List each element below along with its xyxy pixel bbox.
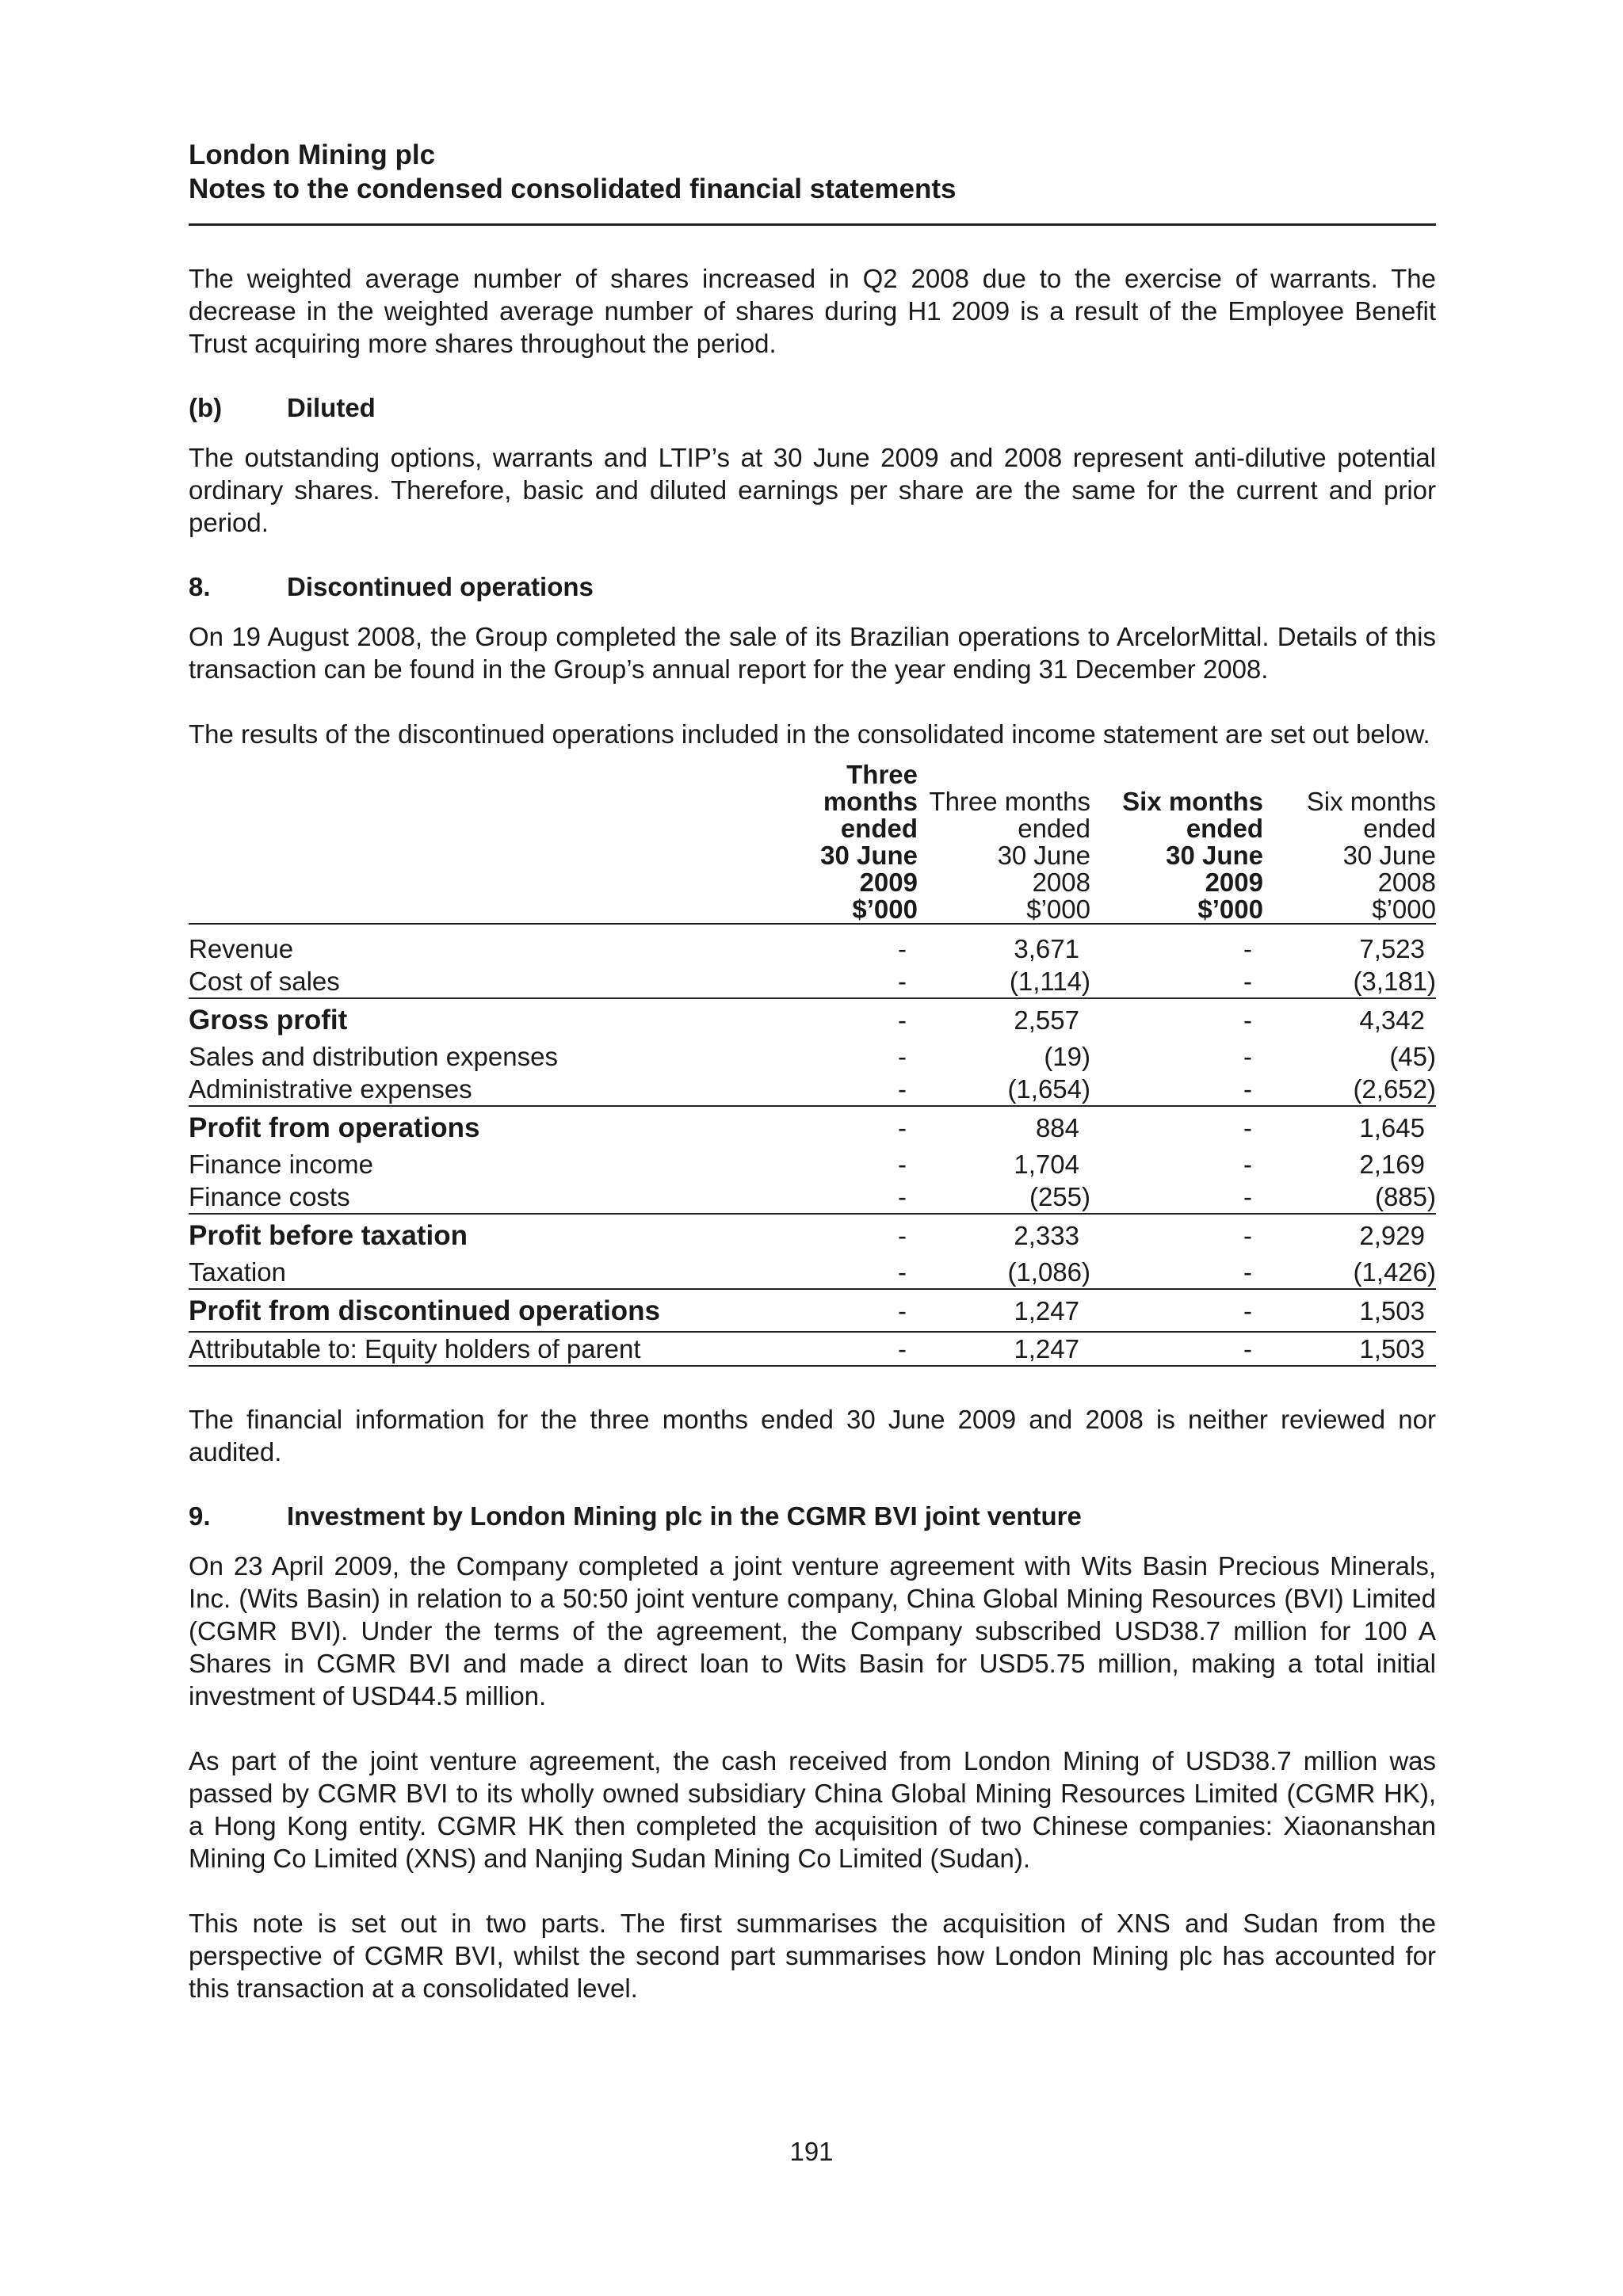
cell-value: - [1243, 1005, 1252, 1035]
cell-value: 2,333 [1014, 1220, 1079, 1250]
paragraph-note-parts: This note is set out in two parts. The first summarises the acquisition of XNS and Sudan from the perspective of CGMR BVI, whilst the second part summarises how London Mining plc has accounted for this transaction at a consolidated level. [189, 1909, 1436, 2003]
cell-value: (19) [1044, 1042, 1090, 1071]
header-rule [189, 223, 1436, 226]
page-content [189, 138, 1436, 2004]
cell-value: 7,523 [1359, 934, 1425, 963]
cell-value: - [898, 1005, 907, 1035]
cell-value: - [745, 1332, 918, 1366]
row-label: Attributable to: Equity holders of parent [189, 1332, 745, 1366]
paragraph-cash-received: As part of the joint venture agreement, the cash received from London Mining of USD38.7 million was passed by CGMR BVI to its wholly owned subsidiary China Global Mining Resources Limited (CGMR HK), a Hong Kong entity. CGMR HK then completed the acquisition of two Chinese companies: Xiaonanshan Mining Co Limited (XNS) and Nanjing Sudan Mining Co Limited (Sudan). [189, 1746, 1436, 1873]
column-header-line: $’000 [1372, 894, 1436, 924]
table-row [189, 1289, 1436, 1332]
cell-value: - [898, 1150, 907, 1179]
column-header [745, 761, 918, 924]
cell-value: 1,503 [1263, 1289, 1436, 1332]
row-label: Gross profit [189, 1004, 348, 1035]
cell-value: - [898, 1112, 907, 1142]
cell-value: 1,503 [1263, 1332, 1436, 1366]
section-number: (b) [189, 393, 223, 422]
cell-value: - [1090, 1256, 1263, 1289]
section-title: Discontinued operations [287, 572, 594, 601]
cell-value: - [898, 1220, 907, 1250]
cell-value: - [1090, 1180, 1263, 1214]
cell-value: 1,247 [918, 1332, 1090, 1366]
cell-value: 4,342 [1359, 1005, 1425, 1035]
table-row [189, 1214, 1436, 1256]
cell-value: (885) [1263, 1180, 1436, 1214]
row-label: Finance income [189, 1150, 373, 1179]
cell-value: 2,169 [1359, 1150, 1425, 1179]
cell-value: 2,557 [1014, 1005, 1079, 1035]
column-header-line: $’000 [852, 894, 918, 924]
table-row [189, 1256, 1436, 1289]
row-label: Administrative expenses [189, 1073, 745, 1106]
cell-value: - [745, 1073, 918, 1106]
table-row [189, 1106, 1436, 1148]
column-header-line: ended [840, 814, 918, 843]
section-heading-discontinued [189, 570, 1436, 603]
table-row [189, 1040, 1436, 1073]
cell-value: (1,114) [918, 965, 1090, 998]
cell-value: (255) [918, 1180, 1090, 1214]
label-header [189, 761, 745, 924]
paragraph-joint-venture: On 23 April 2009, the Company completed a joint venture agreement with Wits Basin Precious Minerals, Inc. (Wits Basin) in relation to a 50:50 joint venture company, China Global Mining Resources (BVI) Limited (CGMR BVI). Under the terms of the agreement, the Company subscribed USD38.7 million for 100 A Shares in CGMR BVI and made a direct loan to Wits Basin for USD5.75 million, making a total initial investment of USD44.5 million. [189, 1551, 1436, 1711]
cell-value: - [1243, 1220, 1252, 1250]
table-row [189, 1332, 1436, 1366]
table-row [189, 1180, 1436, 1214]
column-header-line: Three months [929, 787, 1090, 816]
column-header-line: $’000 [1026, 894, 1090, 924]
cell-value: - [898, 934, 907, 963]
column-header-line: 2009 [859, 868, 918, 897]
paragraph-diluted: The outstanding options, warrants and LTIP’s at 30 June 2009 and 2008 represent anti-dilutive potential ordinary shares. Therefore, basic and diluted earnings per share are the same for the current and prior period. [189, 443, 1436, 537]
cell-value: - [745, 1256, 918, 1289]
cell-value: - [745, 1289, 918, 1332]
column-header-line: ended [1363, 814, 1436, 843]
company-name: London Mining plc [189, 139, 436, 170]
section-heading-investment [189, 1500, 1436, 1532]
section-number: 9. [189, 1501, 211, 1531]
table-row [189, 998, 1436, 1040]
cell-value: (1,654) [918, 1073, 1090, 1106]
section-heading-diluted [189, 391, 1436, 424]
paragraph-financial-info: The financial information for the three months ended 30 June 2009 and 2008 is neither reviewed nor audited. [189, 1405, 1436, 1466]
section-title: Investment by London Mining plc in the CGMR BVI joint venture [287, 1501, 1082, 1531]
cell-value: - [1243, 1150, 1252, 1179]
cell-value: 2,929 [1359, 1220, 1425, 1250]
cell-value: 1,247 [918, 1289, 1090, 1332]
paragraph-results: The results of the discontinued operations included in the consolidated income statement are set out below. [189, 719, 1430, 749]
table-row [189, 1073, 1436, 1106]
cell-value: 1,704 [1014, 1150, 1079, 1179]
column-header-line: ended [1018, 814, 1090, 843]
cell-value: - [1090, 1073, 1263, 1106]
section-title: Diluted [287, 393, 376, 422]
cell-value: - [898, 1042, 907, 1071]
cell-value: - [1090, 1289, 1263, 1332]
cell-value: - [1090, 965, 1263, 998]
column-header-line: $’000 [1197, 894, 1263, 924]
column-header-line: 30 June [1342, 841, 1436, 870]
discontinued-operations-table [189, 761, 1436, 1367]
column-header-line: Six months [1122, 787, 1263, 816]
section-number: 8. [189, 572, 211, 601]
cell-value: (45) [1389, 1042, 1436, 1071]
table-row [189, 965, 1436, 998]
column-header [918, 761, 1090, 924]
column-header [1090, 761, 1263, 924]
column-header-line: 2009 [1205, 868, 1263, 897]
cell-value: 884 [1035, 1112, 1079, 1142]
cell-value: (3,181) [1263, 965, 1436, 998]
paragraph-weighted-average: The weighted average number of shares increased in Q2 2008 due to the exercise of warrants. The decrease in the weighted average number of shares during H1 2009 is a result of the Employee Benefit Trust acquiring more shares throughout the period. [189, 264, 1436, 358]
cell-value: - [745, 965, 918, 998]
column-header-line: ended [1186, 814, 1263, 843]
cell-value: - [1243, 1112, 1252, 1142]
cell-value: - [745, 1180, 918, 1214]
cell-value: (1,426) [1263, 1256, 1436, 1289]
column-header-line: 30 June [997, 841, 1090, 870]
column-header-line: 30 June [1166, 841, 1263, 870]
column-header-line: 30 June [820, 841, 918, 870]
paragraph-sale: On 19 August 2008, the Group completed the sale of its Brazilian operations to ArcelorMittal. Details of this transaction can be found in the Group’s annual report for the year ending 31 December 2008. [189, 622, 1436, 684]
row-label: Sales and distribution expenses [189, 1042, 558, 1071]
cell-value: - [1243, 1042, 1252, 1071]
row-label: Profit from operations [189, 1112, 480, 1143]
cell-value: 1,645 [1359, 1112, 1425, 1142]
cell-value: - [1090, 1332, 1263, 1366]
row-label: Revenue [189, 934, 294, 963]
column-header-line: Six months [1306, 787, 1436, 816]
table-row [189, 1148, 1436, 1180]
table-header-row [189, 761, 1436, 924]
column-header [1263, 761, 1436, 924]
table-row [189, 924, 1436, 965]
column-header-line: 2008 [1032, 868, 1090, 897]
cell-value: - [1243, 934, 1252, 963]
row-label: Cost of sales [189, 965, 745, 998]
row-label: Profit before taxation [189, 1219, 468, 1251]
document-subtitle: Notes to the condensed consolidated financial statements [189, 174, 957, 204]
row-label: Finance costs [189, 1180, 745, 1214]
row-label: Profit from discontinued operations [189, 1289, 745, 1332]
page-number: 191 [789, 2137, 834, 2166]
cell-value: (1,086) [918, 1256, 1090, 1289]
row-label: Taxation [189, 1256, 745, 1289]
column-header-line: 2008 [1377, 868, 1436, 897]
cell-value: (2,652) [1263, 1073, 1436, 1106]
cell-value: 3,671 [1014, 934, 1079, 963]
column-header-line: Three months [823, 760, 918, 816]
